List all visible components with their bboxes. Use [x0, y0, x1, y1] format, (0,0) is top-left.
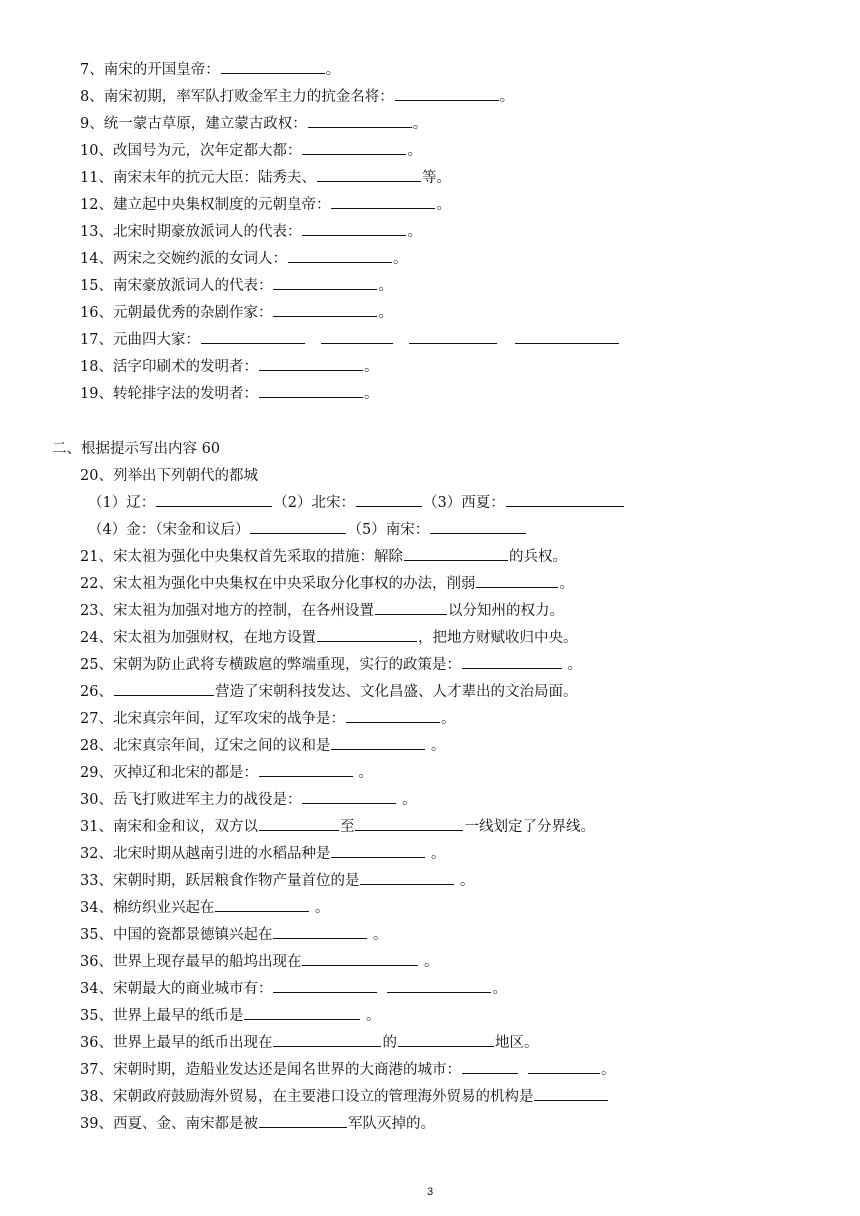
question-line: [80, 923, 388, 947]
question-line: [80, 950, 439, 974]
answer-blank[interactable]: [387, 977, 491, 993]
question-line: [80, 1085, 609, 1109]
answer-blank[interactable]: [331, 193, 435, 209]
answer-blank[interactable]: [273, 274, 377, 290]
question-line: [80, 464, 258, 488]
question-text: 。: [378, 278, 393, 294]
question-line: [80, 58, 340, 82]
answer-blank[interactable]: [404, 545, 508, 561]
question-text: 一线划定了分界线。: [464, 819, 595, 835]
question-text: 。: [378, 305, 393, 321]
answer-blank[interactable]: [273, 923, 367, 939]
question-line: [88, 518, 527, 542]
question-text: 36、世界上现存最早的船坞出现在: [80, 954, 302, 970]
question-text: 等。: [421, 170, 451, 186]
question-text: 。: [455, 873, 475, 889]
question-text: 17、元曲四大家：: [80, 332, 200, 348]
question-text: 30、岳飞打败进军主力的战役是：: [80, 792, 302, 808]
question-line: [80, 680, 577, 704]
question-line: [80, 788, 417, 812]
answer-blank[interactable]: [273, 1031, 381, 1047]
question-text: 。: [412, 116, 428, 132]
question-text: 。: [600, 1062, 616, 1078]
answer-blank[interactable]: [156, 491, 272, 507]
question-text: （5）南宋：: [347, 522, 430, 538]
answer-blank[interactable]: [317, 626, 417, 642]
question-text: 。: [426, 846, 446, 862]
page-number: 3: [426, 1186, 434, 1198]
question-text: 16、元朝最优秀的杂剧作家：: [80, 305, 273, 321]
answer-blank[interactable]: [259, 1112, 347, 1128]
question-text: ，把地方财赋收归中央。: [417, 630, 578, 646]
question-text: 20、列举出下列朝代的都城: [80, 468, 258, 484]
question-text: （3）西夏：: [422, 495, 505, 511]
question-text: 。: [361, 1008, 381, 1024]
question-text: 。: [562, 657, 583, 673]
question-text: 32、北宋时期从越南引进的水稻品种是: [80, 846, 331, 862]
question-line: [80, 734, 446, 758]
answer-blank[interactable]: [356, 491, 422, 507]
question-line: [80, 1031, 538, 1055]
answer-blank[interactable]: [288, 247, 392, 263]
answer-blank[interactable]: [259, 355, 363, 371]
question-text: 34、宋朝最大的商业城市有：: [80, 981, 273, 997]
question-text: 营造了宋朝科技发达、文化昌盛、人才辈出的文治局面。: [214, 684, 578, 700]
answer-blank[interactable]: [250, 518, 346, 534]
answer-blank[interactable]: [259, 382, 363, 398]
question-line: [80, 247, 407, 271]
question-text: 14、两宋之交婉约派的女词人：: [80, 251, 287, 267]
question-text: 。: [310, 900, 330, 916]
question-text: 25、宋朝为防止武将专横跋扈的弊端重现，实行的政策是：: [80, 657, 461, 673]
question-text: 11、南宋末年的抗元大臣：陆秀夫、: [80, 170, 316, 186]
question-text: （4）金：（宋金和议后）: [88, 522, 250, 538]
question-line: [80, 112, 427, 136]
question-line: [80, 815, 595, 839]
question-text: 军队灭掉的。: [347, 1116, 435, 1132]
question-line: [80, 599, 564, 623]
question-text: 34、棉纺织业兴起在: [80, 900, 215, 916]
answer-blank[interactable]: [534, 1085, 608, 1101]
question-text: 10、改国号为元，次年定都大都：: [80, 143, 302, 159]
question-text: 36、世界上最早的纸币出现在: [80, 1035, 273, 1051]
answer-blank[interactable]: [259, 761, 353, 777]
answer-blank[interactable]: [331, 842, 425, 858]
question-text: 18、活字印刷术的发明者：: [80, 359, 258, 375]
question-text: 。: [492, 981, 507, 997]
question-text: 27、北宋真宗年间，辽军攻宋的战争是：: [80, 711, 345, 727]
answer-blank[interactable]: [331, 734, 425, 750]
question-line: [80, 653, 582, 677]
answer-blank[interactable]: [506, 491, 624, 507]
question-line: [80, 355, 378, 379]
answer-blank[interactable]: [221, 58, 325, 74]
question-text: 。: [325, 62, 341, 78]
question-text: 12、建立起中央集权制度的元朝皇帝：: [80, 197, 331, 213]
question-text: 。: [407, 224, 422, 240]
question-text: 至: [339, 819, 355, 835]
answer-blank[interactable]: [346, 707, 440, 723]
answer-blank[interactable]: [201, 328, 305, 344]
question-line: [80, 382, 378, 406]
question-text: 。: [559, 576, 574, 592]
question-text: （2）北宋：: [273, 495, 355, 511]
question-line: [80, 220, 422, 244]
answer-blank[interactable]: [360, 869, 454, 885]
answer-blank[interactable]: [375, 599, 447, 615]
question-text: 39、西夏、金、南宋都是被: [80, 1116, 258, 1132]
answer-blank[interactable]: [409, 328, 497, 344]
question-text: 21、宋太祖为强化中央集权首先采取的措施：解除: [80, 549, 403, 565]
answer-blank[interactable]: [302, 139, 406, 155]
question-text: 。: [353, 765, 374, 781]
answer-blank[interactable]: [528, 1058, 600, 1074]
answer-blank[interactable]: [398, 1031, 494, 1047]
question-text: 。: [363, 359, 379, 375]
question-text: 31、南宋和金和议，双方以: [80, 819, 258, 835]
question-text: 15、南宋豪放派词人的代表：: [80, 278, 273, 294]
question-text: 35、世界上最早的纸币是: [80, 1008, 244, 1024]
question-text: 。: [407, 143, 422, 159]
answer-blank[interactable]: [317, 166, 421, 182]
question-line: [80, 1004, 381, 1028]
question-line: [80, 626, 577, 650]
question-text: 35、中国的瓷都景德镇兴起在: [80, 927, 273, 943]
question-text: 二、根据提示写出内容 60: [52, 441, 221, 457]
question-text: 。: [440, 711, 456, 727]
question-text: 28、北宋真宗年间，辽宋之间的议和是: [80, 738, 331, 754]
question-text: 。: [419, 954, 439, 970]
answer-blank[interactable]: [302, 788, 396, 804]
question-line: [80, 1112, 435, 1136]
question-text: 22、宋太祖为强化中央集权在中央采取分化事权的办法，削弱: [80, 576, 476, 592]
question-text: 8、南宋初期，率军队打败金军主力的抗金名将：: [80, 89, 394, 105]
question-line: [80, 1058, 615, 1082]
question-text: 23、宋太祖为加强对地方的控制，在各州设置: [80, 603, 374, 619]
question-text: 37、宋朝时期，造船业发达还是闻名世界的大商港的城市：: [80, 1062, 461, 1078]
question-line: [80, 301, 393, 325]
section-heading: [52, 437, 220, 461]
question-line: [80, 869, 475, 893]
answer-blank[interactable]: [430, 518, 526, 534]
question-text: 19、转轮排字法的发明者：: [80, 386, 258, 402]
question-line: [80, 977, 507, 1001]
question-text: 的兵权。: [508, 549, 567, 565]
question-text: 。: [436, 197, 451, 213]
question-line: [88, 491, 625, 515]
question-text: 9、统一蒙古草原，建立蒙古政权：: [80, 116, 307, 132]
question-text: 。: [363, 386, 379, 402]
question-text: 7、南宋的开国皇帝：: [80, 62, 220, 78]
answer-blank[interactable]: [215, 896, 309, 912]
answer-blank[interactable]: [302, 220, 406, 236]
answer-blank[interactable]: [302, 950, 418, 966]
question-text: 。: [392, 251, 408, 267]
question-text: 以分知州的权力。: [447, 603, 564, 619]
question-line: [80, 842, 446, 866]
question-text: 的: [382, 1035, 397, 1051]
answer-blank[interactable]: [114, 680, 214, 696]
answer-blank[interactable]: [259, 815, 339, 831]
answer-blank[interactable]: [462, 1058, 518, 1074]
question-text: 。: [499, 89, 515, 105]
answer-blank[interactable]: [273, 977, 377, 993]
answer-blank[interactable]: [395, 85, 499, 101]
question-text: 33、宋朝时期，跃居粮食作物产量首位的是: [80, 873, 360, 889]
question-text: （1）辽：: [88, 495, 156, 511]
answer-blank[interactable]: [273, 301, 377, 317]
question-line: [80, 707, 455, 731]
answer-blank[interactable]: [515, 328, 619, 344]
answer-blank[interactable]: [462, 653, 562, 669]
question-text: 38、宋朝政府鼓励海外贸易，在主要港口设立的管理海外贸易的机构是: [80, 1089, 534, 1105]
question-line: [80, 166, 451, 190]
answer-blank[interactable]: [476, 572, 558, 588]
question-line: [80, 761, 373, 785]
question-line: [80, 139, 422, 163]
question-line: [80, 274, 393, 298]
question-line: [80, 193, 451, 217]
question-text: 13、北宋时期豪放派词人的代表：: [80, 224, 302, 240]
question-line: [80, 896, 330, 920]
question-line: [80, 85, 514, 109]
answer-blank[interactable]: [321, 328, 393, 344]
question-text: 。: [397, 792, 417, 808]
question-line: [80, 545, 567, 569]
question-line: [80, 572, 574, 596]
question-text: 。: [426, 738, 446, 754]
answer-blank[interactable]: [308, 112, 412, 128]
question-text: 29、灭掉辽和北宋的都是：: [80, 765, 258, 781]
answer-blank[interactable]: [355, 815, 463, 831]
question-text: 地区。: [494, 1035, 539, 1051]
question-line: [80, 328, 620, 352]
question-text: 26、: [80, 684, 113, 700]
question-text: 。: [368, 927, 388, 943]
question-text: 24、宋太祖为加强财权，在地方设置: [80, 630, 316, 646]
answer-blank[interactable]: [244, 1004, 360, 1020]
